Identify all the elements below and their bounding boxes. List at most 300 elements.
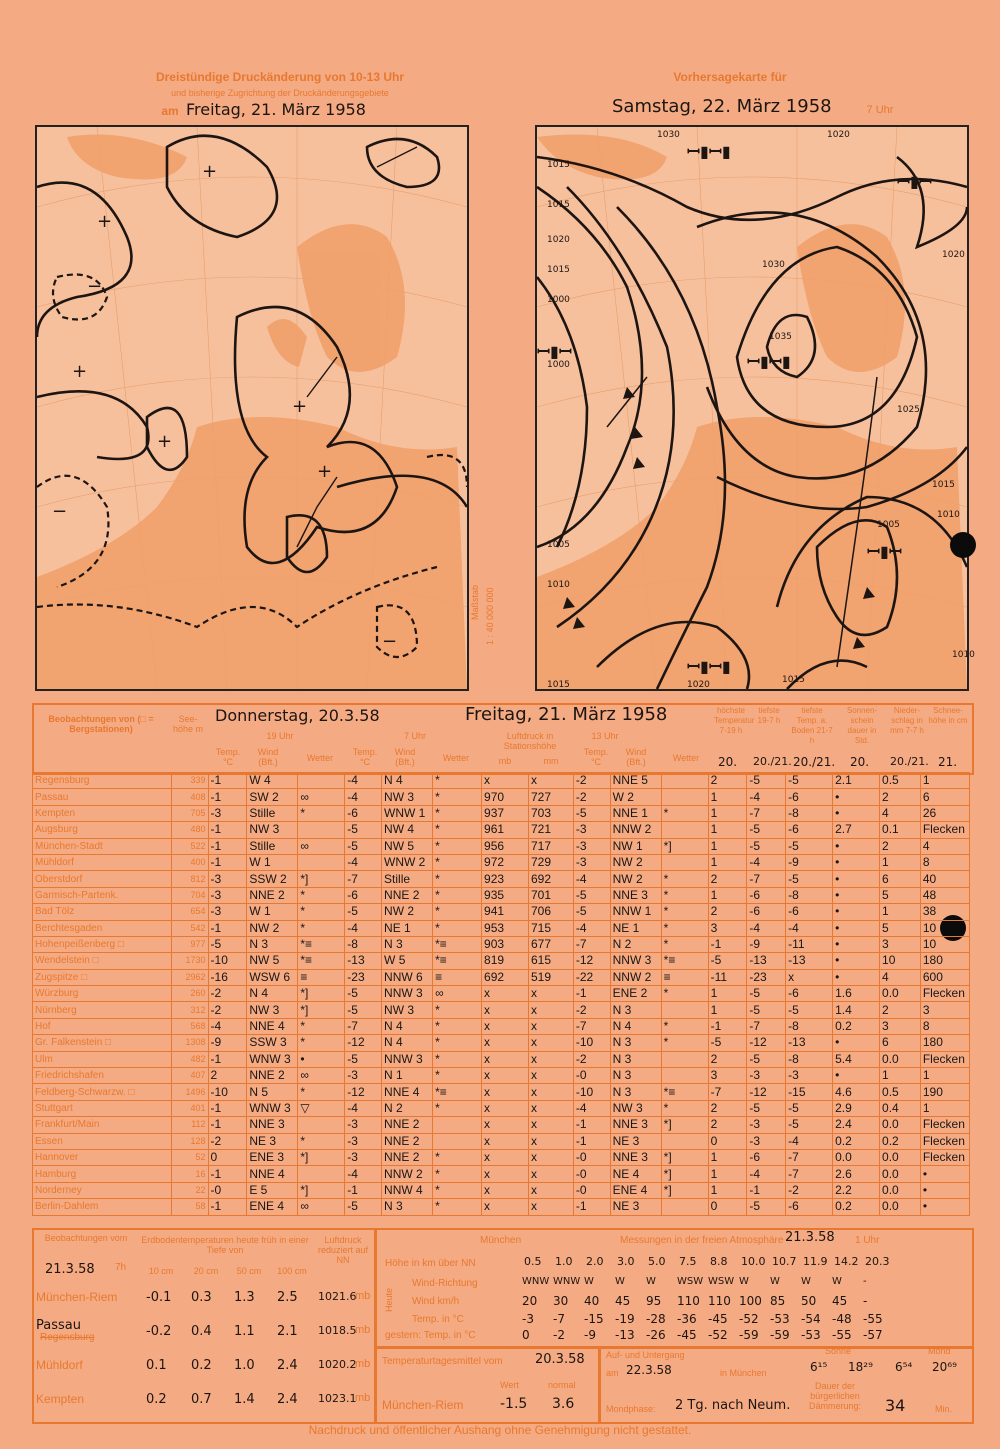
- col-date-1: 20.: [718, 755, 738, 769]
- table-cell: *: [661, 871, 708, 887]
- table-cell: -5: [786, 871, 833, 887]
- table-cell: -5: [786, 1117, 833, 1133]
- table-cell: -1: [208, 838, 247, 854]
- table-cell: 4: [880, 805, 921, 821]
- soil-obs-label: Beobachtungen vom: [44, 1233, 128, 1243]
- table-cell: 1: [880, 1068, 921, 1084]
- isobar-label: 1030: [657, 130, 680, 140]
- table-cell: 40: [920, 871, 969, 887]
- table-cell: 4: [880, 969, 921, 985]
- footer-note: Nachdruck und öffentlicher Aushang ohne Genehmigung nicht gestattet.: [308, 1423, 692, 1437]
- weather-symbol: ꟷ▮ꟷ: [537, 342, 572, 361]
- table-cell: 2962: [171, 969, 208, 985]
- table-cell: -7: [747, 805, 786, 821]
- table-cell: *≡: [433, 936, 482, 952]
- table-cell: ≡: [433, 969, 482, 985]
- table-cell: 26: [920, 805, 969, 821]
- table-cell: 1: [708, 838, 747, 854]
- station-name: Zugspitze □: [33, 969, 172, 985]
- table-cell: -1: [208, 1199, 247, 1215]
- table-cell: *: [433, 773, 482, 789]
- table-cell: *: [298, 887, 345, 903]
- table-cell: -1: [708, 936, 747, 952]
- table-cell: -7: [786, 1166, 833, 1182]
- soil-depth-label: 10 cm: [148, 1266, 174, 1276]
- table-cell: ENE 4: [247, 1199, 298, 1215]
- table-cell: NNE 2: [382, 1133, 433, 1149]
- mondphase-value: 2 Tg. nach Neum.: [675, 1398, 791, 1413]
- table-cell: -23: [345, 969, 382, 985]
- isobar-label: 1010: [547, 580, 570, 590]
- mondphase-label: Mondphase:: [606, 1404, 656, 1414]
- table-cell: [661, 854, 708, 870]
- col-date-5: 20./21.: [890, 755, 929, 768]
- table-cell: -12: [747, 1084, 786, 1100]
- table-cell: •: [298, 1051, 345, 1067]
- table-cell: -6: [786, 986, 833, 1002]
- table-cell: -3: [573, 854, 610, 870]
- table-cell: NNE 4: [247, 1018, 298, 1034]
- wert-value: -1.5: [500, 1396, 528, 1412]
- upper-air-title: Messungen in der freien Atmosphäre: [620, 1235, 784, 1246]
- table-cell: *≡: [661, 1084, 708, 1100]
- table-cell: -4: [573, 871, 610, 887]
- weather-symbol: ꟷ▮ꟷ▮: [687, 142, 731, 161]
- table-cell: 970: [482, 789, 529, 805]
- min-temp-label: tiefste 19-7 h: [757, 706, 781, 725]
- table-cell: -5: [747, 822, 786, 838]
- scale-label: Maßstab: [470, 584, 480, 620]
- table-cell: 568: [171, 1018, 208, 1034]
- table-cell: -4: [747, 920, 786, 936]
- table-cell: x: [786, 969, 833, 985]
- upper-air-value: -9: [584, 1328, 596, 1342]
- isobar-label: 1015: [547, 265, 570, 275]
- table-cell: -5: [747, 838, 786, 854]
- upper-air-value: WNW: [553, 1276, 581, 1287]
- table-cell: •: [833, 936, 880, 952]
- sun-date: 22.3.58: [626, 1363, 672, 1377]
- table-cell: 339: [171, 773, 208, 789]
- table-cell: -10: [573, 1084, 610, 1100]
- table-cell: WNW 2: [382, 854, 433, 870]
- table-cell: •: [833, 887, 880, 903]
- table-cell: *: [433, 1068, 482, 1084]
- station-name: Hannover: [33, 1149, 172, 1165]
- sonne-unter: 18²⁹: [848, 1360, 873, 1374]
- table-cell: 717: [528, 838, 573, 854]
- table-cell: NE 3: [247, 1133, 298, 1149]
- table-cell: *: [433, 871, 482, 887]
- table-cell: 715: [528, 920, 573, 936]
- table-cell: 1730: [171, 953, 208, 969]
- table-cell: 8: [920, 1018, 969, 1034]
- table-cell: •: [833, 920, 880, 936]
- sun-label-1: Auf- und Untergang: [606, 1350, 685, 1360]
- table-cell: 480: [171, 822, 208, 838]
- station-name: Hohenpeißenberg □: [33, 936, 172, 952]
- table-cell: NE 3: [610, 1199, 661, 1215]
- table-cell: •: [833, 871, 880, 887]
- table-cell: -5: [708, 1035, 747, 1051]
- table-cell: x: [528, 1166, 573, 1182]
- minus-sign: −: [87, 276, 103, 297]
- table-cell: 542: [171, 920, 208, 936]
- struck-station: Regensburg: [40, 1332, 95, 1343]
- table-cell: 0.0: [880, 1182, 921, 1198]
- col-date-4: 20.: [850, 755, 870, 769]
- table-cell: -6: [786, 904, 833, 920]
- temp-label-1: Temp. °C: [215, 747, 241, 767]
- table-cell: ∞: [433, 986, 482, 1002]
- table-cell: -4: [747, 854, 786, 870]
- table-cell: 407: [171, 1068, 208, 1084]
- height-value: 7.5: [679, 1255, 697, 1268]
- upper-air-value: -7: [553, 1312, 565, 1326]
- table-cell: 2.1: [833, 773, 880, 789]
- table-cell: *: [433, 1149, 482, 1165]
- table-cell: -13: [747, 953, 786, 969]
- height-value: 1.0: [555, 1255, 573, 1268]
- height-value: 20.3: [865, 1255, 890, 1268]
- table-row: [33, 1068, 970, 1084]
- normal-value: 3.6: [552, 1396, 575, 1412]
- height-value: 11.9: [803, 1255, 828, 1268]
- upper-air-value: 0: [522, 1328, 530, 1342]
- table-cell: •: [833, 838, 880, 854]
- mond-unter: 20⁶⁹: [932, 1360, 957, 1374]
- isobar-label: 1010: [952, 650, 975, 660]
- table-cell: *: [433, 887, 482, 903]
- isobar-label: 1015: [547, 200, 570, 210]
- table-cell: -5: [708, 953, 747, 969]
- table-cell: 22: [171, 1182, 208, 1198]
- table-cell: 819: [482, 953, 529, 969]
- table-cell: NNE 5: [610, 773, 661, 789]
- table-cell: Flecken: [920, 822, 969, 838]
- table-row: [33, 1051, 970, 1067]
- pressure-label: Luftdruck in Stationshöhe: [503, 731, 557, 751]
- soil-obs-time: 7h: [115, 1262, 127, 1273]
- upper-air-value: -: [863, 1294, 868, 1308]
- daemmerung-label: Dauer der bürgerlichen Dämmerung:: [808, 1381, 862, 1411]
- table-row: [33, 1199, 970, 1215]
- table-cell: -2: [573, 1002, 610, 1018]
- table-cell: 312: [171, 1002, 208, 1018]
- observation-table: [32, 772, 970, 1216]
- table-cell: 1: [708, 1002, 747, 1018]
- table-cell: 0: [208, 1149, 247, 1165]
- upper-air-value: -26: [646, 1328, 666, 1342]
- table-cell: -10: [208, 953, 247, 969]
- upper-air-value: -45: [708, 1312, 728, 1326]
- upper-air-value: 40: [584, 1294, 600, 1308]
- upper-air-value: -53: [801, 1328, 821, 1342]
- sun-label-3: in München: [720, 1368, 767, 1378]
- table-cell: -3: [345, 1068, 382, 1084]
- table-cell: *: [661, 920, 708, 936]
- table-cell: 972: [482, 854, 529, 870]
- table-row: [33, 773, 970, 789]
- table-cell: 1: [708, 789, 747, 805]
- table-cell: N 3: [247, 936, 298, 952]
- table-cell: *]: [661, 1117, 708, 1133]
- upper-air-value: -28: [646, 1312, 666, 1326]
- table-cell: *: [433, 1199, 482, 1215]
- col-date-6: 21.: [938, 755, 958, 769]
- table-cell: 112: [171, 1117, 208, 1133]
- upper-air-value: -45: [677, 1328, 697, 1342]
- table-cell: [433, 1117, 482, 1133]
- table-cell: 0.2: [833, 1199, 880, 1215]
- table-cell: NNW 2: [382, 1166, 433, 1182]
- table-cell: x: [482, 1002, 529, 1018]
- day2-label: Freitag, 21. März 1958: [465, 704, 668, 725]
- soil-temp-value: 0.4: [191, 1324, 212, 1339]
- table-cell: -8: [345, 936, 382, 952]
- table-cell: N 3: [610, 1035, 661, 1051]
- table-cell: x: [482, 1149, 529, 1165]
- table-cell: -3: [345, 1117, 382, 1133]
- table-cell: -12: [573, 953, 610, 969]
- table-cell: NNW 3: [610, 953, 661, 969]
- upper-air-value: 30: [553, 1294, 569, 1308]
- table-cell: -3: [786, 1068, 833, 1084]
- table-cell: x: [482, 773, 529, 789]
- table-cell: NW 5: [247, 953, 298, 969]
- table-cell: -3: [208, 805, 247, 821]
- upper-air-value: 110: [708, 1294, 731, 1308]
- table-cell: -5: [747, 1051, 786, 1067]
- isobar-label: 1000: [547, 360, 570, 370]
- table-cell: [298, 1166, 345, 1182]
- table-cell: x: [482, 1199, 529, 1215]
- table-cell: 400: [171, 854, 208, 870]
- table-cell: W 4: [247, 773, 298, 789]
- station-name: Nürnberg: [33, 1002, 172, 1018]
- upper-air-value: W: [770, 1276, 780, 1287]
- upper-air-value: W: [739, 1276, 749, 1287]
- table-cell: N 3: [382, 1199, 433, 1215]
- table-cell: 190: [920, 1084, 969, 1100]
- table-cell: *: [433, 1051, 482, 1067]
- table-cell: 5.4: [833, 1051, 880, 1067]
- table-cell: Stille: [382, 871, 433, 887]
- table-cell: 1496: [171, 1084, 208, 1100]
- isobar-label: 1025: [897, 405, 920, 415]
- upper-air-value: 45: [832, 1294, 848, 1308]
- table-cell: -7: [345, 871, 382, 887]
- table-row: [33, 986, 970, 1002]
- upper-air-value: -3: [522, 1312, 534, 1326]
- table-row: [33, 1018, 970, 1034]
- table-cell: NW 2: [247, 920, 298, 936]
- table-cell: 2.7: [833, 822, 880, 838]
- table-cell: -4: [747, 1166, 786, 1182]
- table-row: [33, 1100, 970, 1116]
- upper-air-value: -54: [801, 1312, 821, 1326]
- table-cell: -4: [786, 1133, 833, 1149]
- table-row: [33, 969, 970, 985]
- table-cell: *: [433, 1035, 482, 1051]
- table-cell: -0: [573, 1149, 610, 1165]
- mean-temp-date: 20.3.58: [535, 1352, 585, 1367]
- table-cell: N 1: [382, 1068, 433, 1084]
- table-cell: -6: [345, 805, 382, 821]
- plus-sign: +: [202, 161, 218, 182]
- table-cell: -1: [208, 854, 247, 870]
- table-cell: x: [528, 1199, 573, 1215]
- upper-air-value: -13: [615, 1328, 635, 1342]
- table-cell: Stille: [247, 805, 298, 821]
- station-name: Wendelstein □: [33, 953, 172, 969]
- table-cell: [661, 1002, 708, 1018]
- soil-station: München-Riem: [36, 1290, 118, 1304]
- table-cell: Flecken: [920, 1133, 969, 1149]
- table-cell: [298, 854, 345, 870]
- table-cell: *: [298, 1035, 345, 1051]
- upper-air-row-label: Wind-Richtung: [412, 1278, 478, 1289]
- table-cell: -1: [573, 1117, 610, 1133]
- table-cell: -13: [786, 953, 833, 969]
- table-cell: x: [482, 986, 529, 1002]
- table-cell: 1: [708, 1166, 747, 1182]
- table-cell: 2: [880, 1002, 921, 1018]
- table-cell: 519: [528, 969, 573, 985]
- table-cell: -5: [208, 936, 247, 952]
- table-cell: W 1: [247, 854, 298, 870]
- table-cell: ≡: [661, 969, 708, 985]
- table-cell: 2.2: [833, 1182, 880, 1198]
- table-cell: *≡: [298, 936, 345, 952]
- upper-air-row-label: gestern: Temp. in °C: [385, 1330, 476, 1341]
- table-cell: Flecken: [920, 1117, 969, 1133]
- soil-temp-value: 1.1: [234, 1324, 255, 1339]
- table-row: [33, 1149, 970, 1165]
- pressure-nn-label: Luftdruck reduziert auf NN: [317, 1235, 369, 1265]
- soil-pressure-unit: mb: [355, 1290, 371, 1302]
- table-cell: N 4: [610, 1018, 661, 1034]
- obs-header-label: Beobachtungen von (□ = Bergstationen): [48, 714, 154, 734]
- table-cell: -2: [573, 773, 610, 789]
- table-cell: x: [528, 1117, 573, 1133]
- table-cell: Flecken: [920, 986, 969, 1002]
- table-cell: 408: [171, 789, 208, 805]
- soil-depth-label: 20 cm: [193, 1266, 219, 1276]
- upper-air-value: -19: [615, 1312, 635, 1326]
- table-cell: -3: [208, 887, 247, 903]
- upper-air-value: -36: [677, 1312, 697, 1326]
- table-cell: NW 3: [247, 822, 298, 838]
- table-cell: 10: [920, 920, 969, 936]
- table-cell: -0: [573, 1068, 610, 1084]
- table-cell: 3: [880, 936, 921, 952]
- soil-pressure-unit: mb: [355, 1392, 371, 1404]
- upper-air-value: W: [584, 1276, 594, 1287]
- table-cell: NNE 3: [610, 887, 661, 903]
- table-cell: *: [661, 1035, 708, 1051]
- table-cell: 2: [880, 789, 921, 805]
- weather-symbol: ꟷ▮ꟷ: [867, 542, 902, 561]
- table-cell: SW 2: [247, 789, 298, 805]
- soil-title: Erdbodentemperaturen heute früh in einer Tiefe von: [141, 1235, 309, 1255]
- table-cell: -5: [573, 805, 610, 821]
- table-cell: *: [433, 854, 482, 870]
- table-cell: -4: [747, 789, 786, 805]
- table-cell: -1: [573, 1199, 610, 1215]
- table-cell: 0.1: [880, 822, 921, 838]
- table-cell: 2: [708, 871, 747, 887]
- table-cell: 48: [920, 887, 969, 903]
- table-cell: •: [833, 969, 880, 985]
- table-cell: -3: [345, 1149, 382, 1165]
- weather-symbol: ꟷ▮ꟷ: [897, 172, 932, 191]
- table-cell: NW 2: [382, 904, 433, 920]
- table-cell: [661, 1051, 708, 1067]
- table-cell: NNW 2: [610, 822, 661, 838]
- table-cell: -3: [208, 904, 247, 920]
- soil-temp-value: 1.3: [234, 1290, 255, 1305]
- table-cell: N 3: [382, 936, 433, 952]
- table-cell: -0: [573, 1166, 610, 1182]
- table-cell: *: [661, 887, 708, 903]
- table-cell: -3: [747, 1117, 786, 1133]
- table-cell: 8: [920, 854, 969, 870]
- min-label: Min.: [935, 1404, 953, 1414]
- table-cell: *: [298, 920, 345, 936]
- upper-air-value: -15: [584, 1312, 604, 1326]
- height-value: 10.7: [772, 1255, 797, 1268]
- table-row: [33, 887, 970, 903]
- soil-temp-value: -0.2: [146, 1324, 172, 1339]
- upper-air-row-label: Wind km/h: [412, 1296, 460, 1307]
- upper-air-value: 85: [770, 1294, 786, 1308]
- station-name: Essen: [33, 1133, 172, 1149]
- soil-depth-label: 50 cm: [236, 1266, 262, 1276]
- table-cell: N 2: [610, 936, 661, 952]
- table-cell: 2: [708, 1117, 747, 1133]
- upper-air-value: 45: [615, 1294, 631, 1308]
- table-cell: ENE 3: [247, 1149, 298, 1165]
- table-cell: -2: [208, 986, 247, 1002]
- height-label: Höhe in km über NN: [385, 1258, 476, 1269]
- table-cell: -5: [345, 838, 382, 854]
- table-cell: NW 5: [382, 838, 433, 854]
- table-cell: -1: [208, 920, 247, 936]
- table-cell: -9: [747, 936, 786, 952]
- upper-air-value: -55: [832, 1328, 852, 1342]
- table-cell: *: [661, 805, 708, 821]
- soil-pressure-value: 1018.5: [318, 1324, 357, 1337]
- table-cell: -6: [345, 887, 382, 903]
- table-cell: x: [482, 1117, 529, 1133]
- table-cell: [661, 1068, 708, 1084]
- table-row: [33, 1182, 970, 1198]
- table-cell: *: [433, 904, 482, 920]
- table-cell: NW 4: [382, 822, 433, 838]
- mb-label: mb: [498, 756, 512, 766]
- table-cell: •: [920, 1199, 969, 1215]
- table-cell: 6: [880, 871, 921, 887]
- table-cell: *]: [298, 1149, 345, 1165]
- table-cell: N 3: [610, 1068, 661, 1084]
- table-cell: ENE 2: [610, 986, 661, 1002]
- table-cell: 941: [482, 904, 529, 920]
- table-cell: -3: [208, 871, 247, 887]
- table-cell: 677: [528, 936, 573, 952]
- table-cell: NE 4: [610, 1166, 661, 1182]
- table-cell: -5: [345, 1051, 382, 1067]
